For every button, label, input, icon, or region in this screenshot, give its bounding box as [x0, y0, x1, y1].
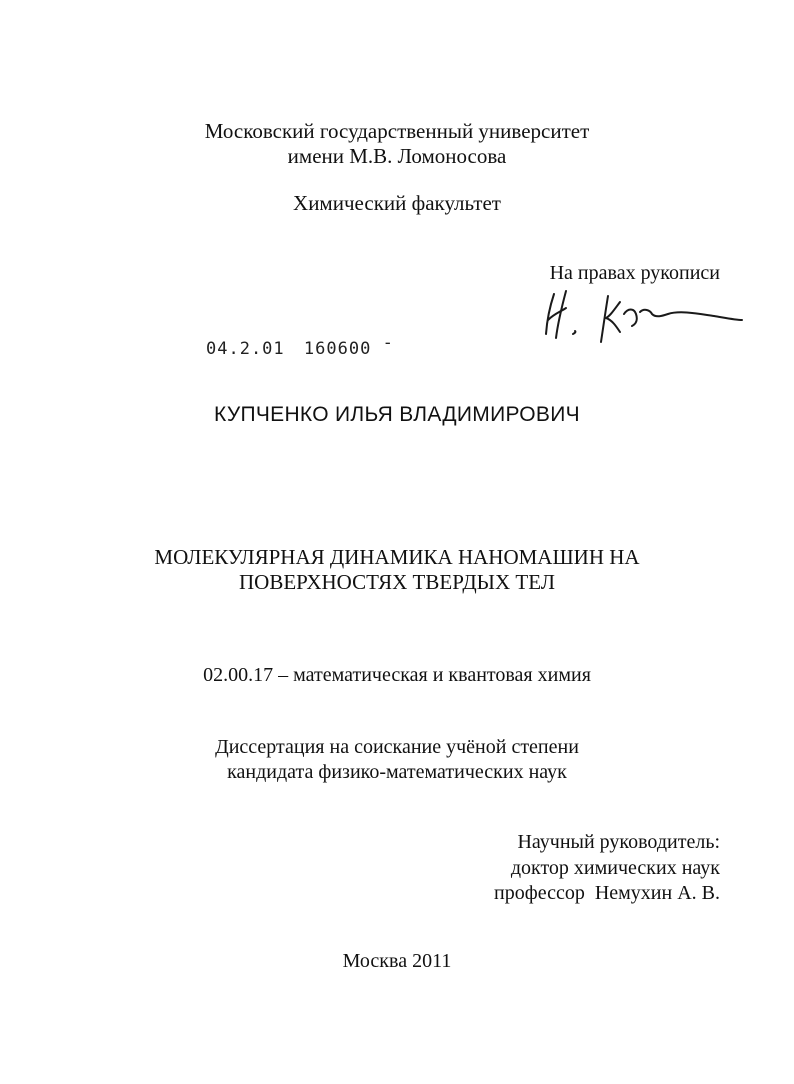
university-line-1: Московский государственный университет	[204, 119, 590, 143]
archive-stamp-dash: -	[382, 333, 394, 353]
archive-stamp-part-2: 160600	[303, 339, 372, 359]
handwritten-signature	[540, 288, 745, 346]
manuscript-note: На правах рукописи	[549, 262, 720, 284]
degree-line-1: Диссертация на соискание учёной степени	[215, 736, 579, 758]
place-year: Москва 2011	[342, 950, 452, 972]
specialty: 02.00.17 – математическая и квантовая химия	[203, 664, 591, 686]
degree-line-2: кандидата физико-математических наук	[227, 761, 567, 783]
archive-stamp-part-1: 04.2.01	[206, 339, 285, 359]
faculty: Химический факультет	[293, 191, 501, 215]
archive-stamp	[206, 333, 394, 359]
university-line-2: имени М.В. Ломоносова	[287, 144, 507, 168]
thesis-title-line-2: ПОВЕРХНОСТЯХ ТВЕРДЫХ ТЕЛ	[238, 570, 555, 594]
thesis-title-line-1: МОЛЕКУЛЯРНАЯ ДИНАМИКА НАНОМАШИН НА	[154, 545, 640, 569]
supervisor-name: профессор Немухин А. В.	[494, 882, 720, 904]
supervisor-degree: доктор химических наук	[510, 857, 720, 879]
author-name: КУПЧЕНКО ИЛЬЯ ВЛАДИМИРОВИЧ	[214, 403, 580, 426]
supervisor-label: Научный руководитель:	[517, 831, 720, 853]
